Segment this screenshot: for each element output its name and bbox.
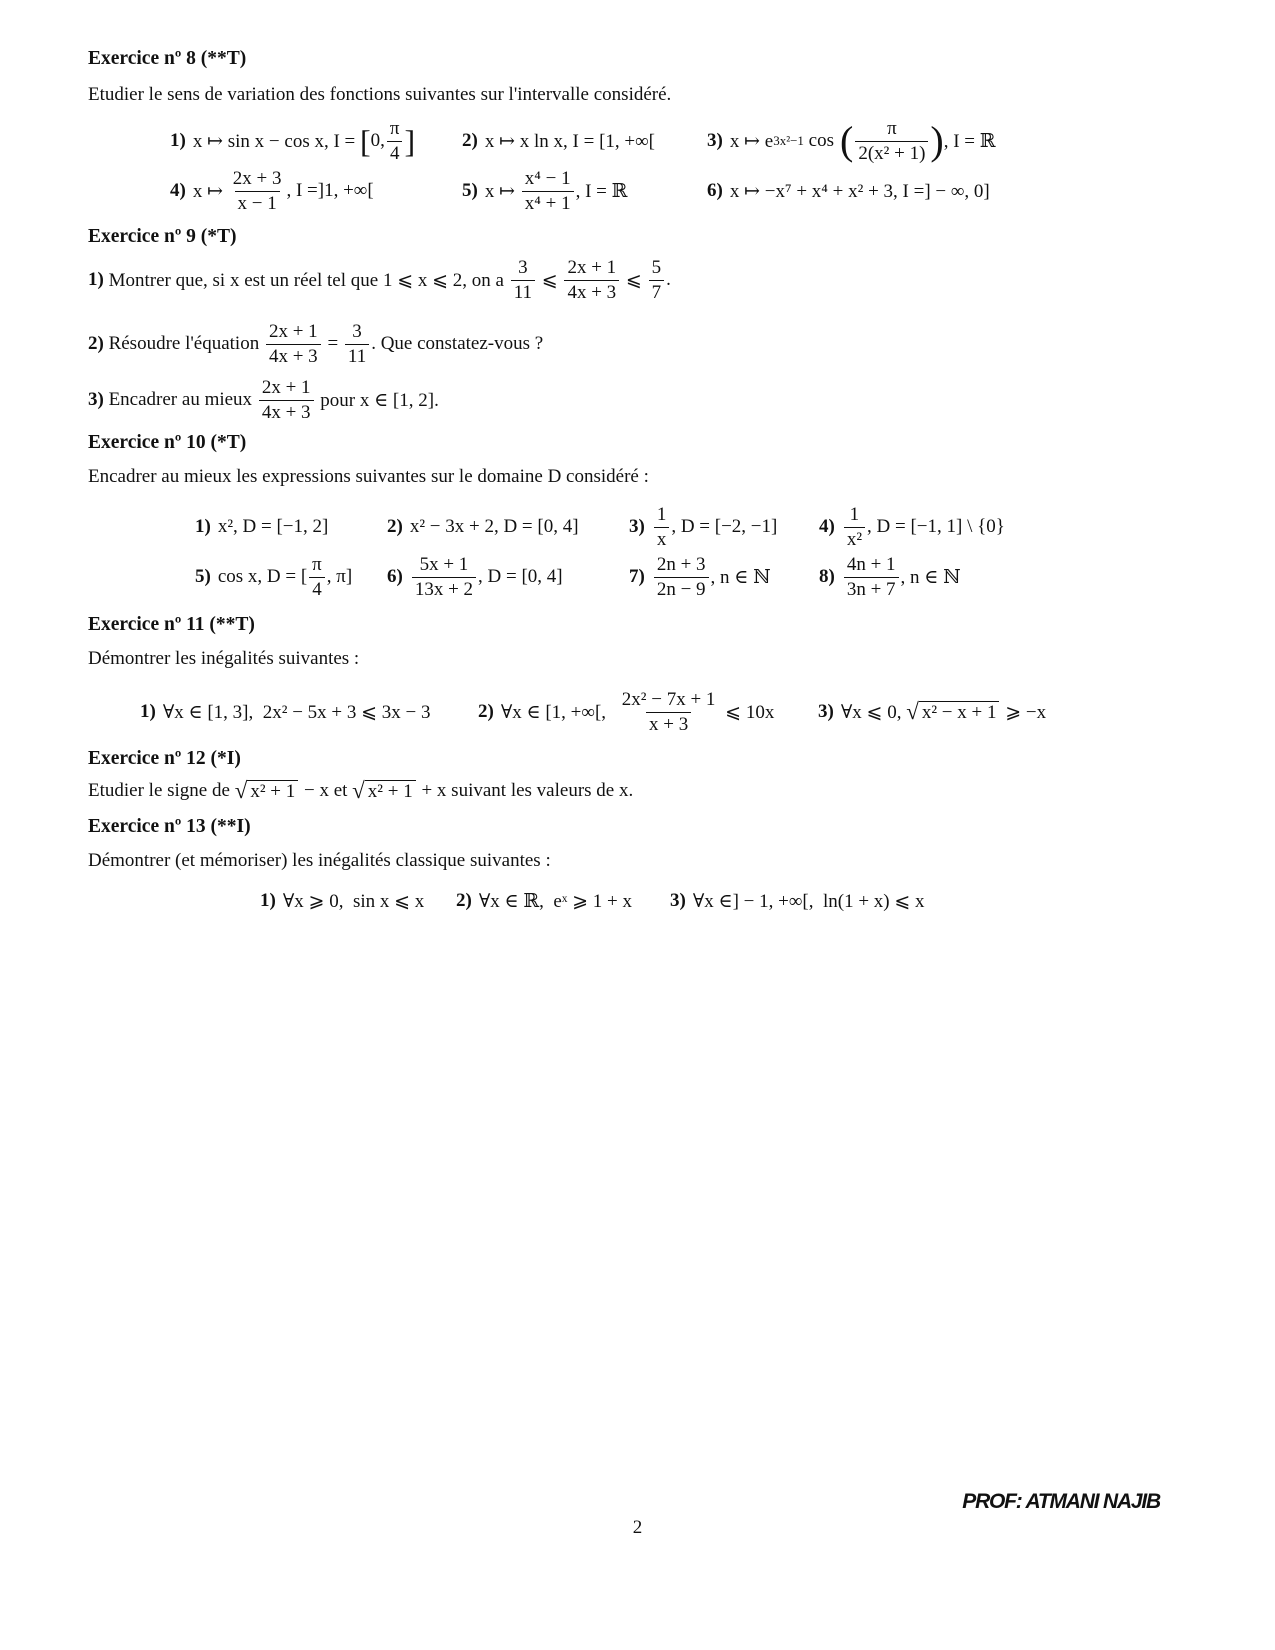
ex8-item-1: 1) x ↦ sin x − cos x, I = [ 0, $\frac{\pi}{4}$ ] [170,117,416,164]
fraction: $\frac{1}{\text{x²}}$ [844,505,865,550]
exercise-12-title: Exercice nº 12 (*I) [88,748,241,769]
exercise-9-q3: 3) Encadrer au mieux $\frac{2x + 1}{4x + 3}$ pour x ∈ [1, 2]. [88,376,439,423]
fraction: $\frac{2x + 1}{4x + 3}$ [266,322,321,367]
ex8-item-4: 4) x ↦ $\frac{2x + 3}{x - 1}$ , I =]1, +∞[ [170,167,374,214]
document-page [88,44,1188,916]
ex8-item-6: 6) x ↦ −x⁷ + x⁴ + x² + 3, I =] − ∞, 0] [707,180,990,202]
fraction: $\frac{5}{7}$ [649,258,665,303]
ex11-item-2: 2) ∀x ∈ [1, +∞[, $\frac{\text{2x² − 7x + 1}}{x + 3}$ ⩽ 10x [478,688,775,735]
fraction: $\frac{4n + 1}{3n + 7}$ [844,555,899,600]
ex8-item-3: 3) x ↦ e 3x²−1 cos ( $\frac{\pi}{\text{2(x² + 1)}}$ ) , I = ℝ [707,117,996,164]
exercise-10-row-1 [88,502,1188,552]
exercise-10-title: Exercice nº 10 (*T) [88,432,247,453]
ex8-item-2: 2) x ↦ x ln x, I = [1, +∞[ [462,130,655,152]
fraction: $\frac{2x + 1}{4x + 3}$ [259,378,314,423]
fraction: $\frac{\text{x⁴ − 1}}{\text{x⁴ + 1}}$ [522,169,574,214]
ex10-item-6: 6) $\frac{5x + 1}{13x + 2}$ , D = [0, 4] [387,553,563,600]
exercise-10-row-2 [88,552,1188,602]
ex13-item-3: 3) ∀x ∈] − 1, +∞[, ln(1 + x) ⩽ x [670,890,925,912]
square-root: √ x² + 1 [352,780,416,803]
ex10-item-7: 7) $\frac{2n + 3}{2n - 9}$ , n ∈ ℕ [629,553,771,600]
exercise-13-row [88,886,1188,916]
square-root: √ x² + 1 [235,780,299,803]
exercise-9-q2: 2) Résoudre l'équation $\frac{2x + 1}{4x + 3}$ = $\frac{3}{11}$ . Que constatez-vous ? [88,320,544,367]
fraction: $\frac{\text{2x² − 7x + 1}}{x + 3}$ [621,688,716,735]
exercise-11-title: Exercice nº 11 (**T) [88,614,255,635]
ex10-item-8: 8) $\frac{4n + 1}{3n + 7}$ , n ∈ ℕ [819,553,961,600]
fraction: $\frac{1}{x}$ [654,505,670,550]
exercise-13-title: Exercice nº 13 (**I) [88,816,251,837]
exercise-12-text: Etudier le signe de √ x² + 1 − x et √ x² + 1 + x suivant les valeurs de x. [88,777,634,803]
exercise-10-intro: Encadrer au mieux les expressions suivantes sur le domaine D considéré : [88,466,649,487]
ex10-item-4: 4) $\frac{1}{\text{x²}}$ , D = [−1, 1] \ {0} [819,503,1005,550]
fraction: $\frac{5x + 1}{13x + 2}$ [412,555,476,600]
ex10-item-2: 2) x² − 3x + 2, D = [0, 4] [387,516,579,537]
ex8-item-5: 5) x ↦ $\frac{\text{x⁴ − 1}}{\text{x⁴ + 1}}$ , I = ℝ [462,167,628,214]
fraction: $\frac{\pi}{\text{2(x² + 1)}}$ [855,119,928,164]
fraction: $\frac{\pi}{4}$ [309,555,325,600]
ex10-item-1: 1) x², D = [−1, 2] [195,516,329,537]
exercise-13-intro: Démontrer (et mémoriser) les inégalités classique suivantes : [88,850,551,871]
fraction: $\frac{2x + 1}{4x + 3}$ [564,258,619,303]
ex13-item-2: 2) ∀x ∈ ℝ, eˣ ⩾ 1 + x [456,890,632,912]
exercise-9-q1: 1) Montrer que, si x est un réel tel que 1 ⩽ x ⩽ 2, on a $\frac{3}{11}$ ⩽ $\frac{2x + 1}{4x + 3}$ ⩽ $\frac{5}{7}$ . [88,256,671,303]
fraction: $\frac{2x + 3}{x - 1}$ [232,167,282,214]
fraction: $\frac{3}{11}$ [345,322,369,367]
author-signature: PROF: ATMANI NAJIB [962,1490,1160,1513]
ex11-item-3: 3) ∀x ⩽ 0, √ x² − x + 1 ⩾ −x [818,698,1047,724]
ex13-item-1: 1) ∀x ⩾ 0, sin x ⩽ x [260,890,425,912]
exercise-8-row-1 [88,116,1188,166]
ex10-item-3: 3) $\frac{1}{x}$ , D = [−2, −1] [629,503,778,550]
fraction: $\frac{3}{11}$ [511,258,535,303]
exercise-11-intro: Démontrer les inégalités suivantes : [88,648,360,669]
page-number: 2 [632,1517,643,1538]
fraction: $\frac{\pi}{4}$ [387,119,403,164]
exercise-8-title: Exercice nº 8 (**T) [88,48,247,69]
exercise-8-row-2 [88,166,1188,216]
exercise-8-intro: Etudier le sens de variation des fonctions suivantes sur l'intervalle considéré. [88,84,672,105]
fraction: $\frac{2n + 3}{2n - 9}$ [654,555,709,600]
ex10-item-5: 5) cos x, D = [ $\frac{\pi}{4}$ , π] [195,553,353,600]
exercise-11-row [88,684,1188,740]
ex11-item-1: 1) ∀x ∈ [1, 3], 2x² − 5x + 3 ⩽ 3x − 3 [140,701,431,723]
square-root: √ x² − x + 1 [906,701,999,724]
exercise-9-title: Exercice nº 9 (*T) [88,226,237,247]
